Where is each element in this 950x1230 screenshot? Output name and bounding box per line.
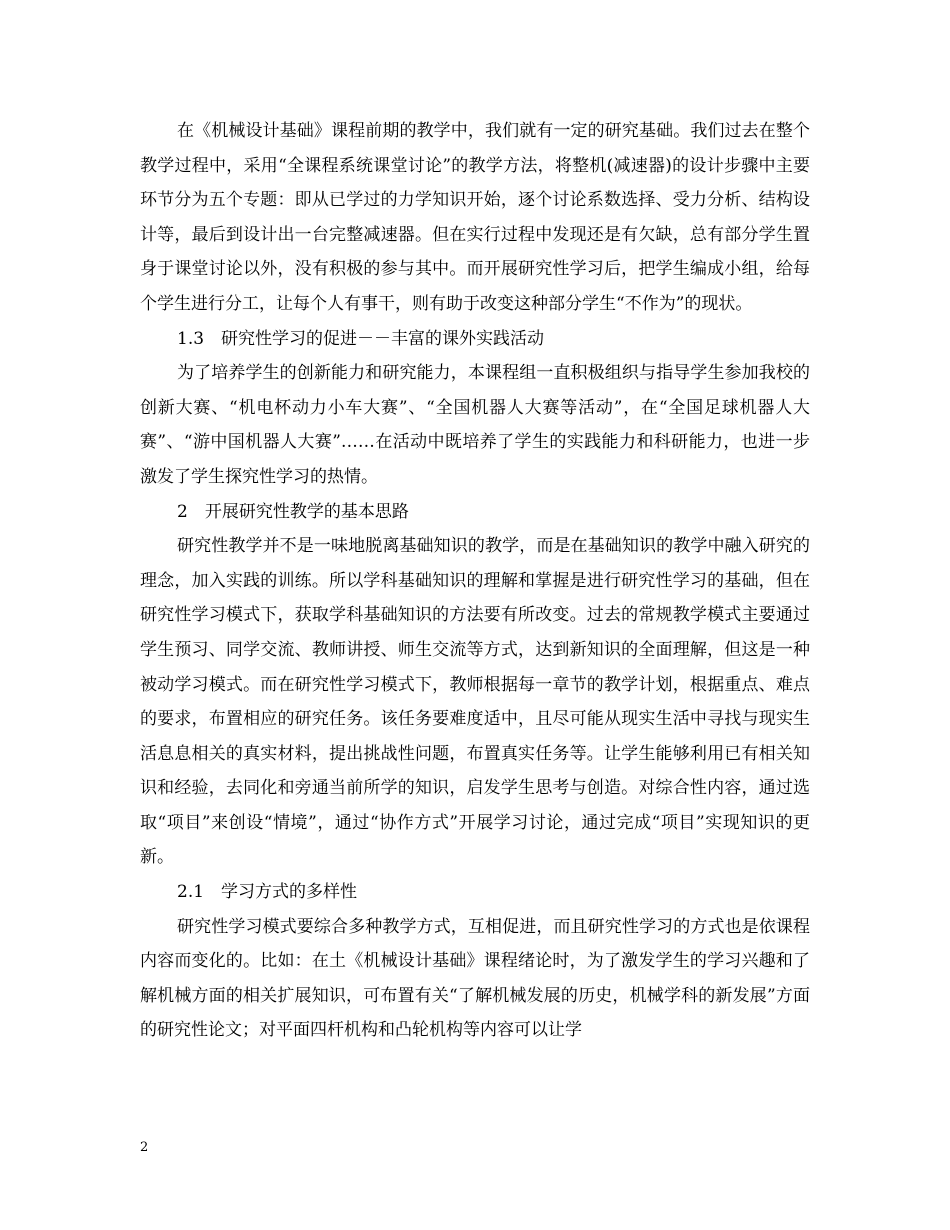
paragraph-intro: 在《机械设计基础》课程前期的教学中，我们就有一定的研究基础。我们过去在整个教学过程中，采用“全课程系统课堂讨论”的教学方法，将整机(减速器)的设计步骤中主要环节分为五个专题：即从已学过的力学知识开始，逐个讨论系数选择、受力分析、结构设计等，最后到设计出一台完整减速器。但在实行过程中发现还是有欠缺，总有部分学生置身于课堂讨论以外，没有积极的参与其中。而开展研究性学习后，把学生编成小组，给每个学生进行分工，让每个人有事干，则有助于改变这种部分学生“不作为”的现状。 <box>140 121 810 314</box>
paragraph-practice-activities: 为了培养学生的创新能力和研究能力，本课程组一直积极组织与指导学生参加我校的创新大赛、“机电杯动力小车大赛”、“全国机器人大赛等活动”，在“全国足球机器人大赛”、“游中国机器人大赛”……在活动中既培养了学生的实践能力和科研能力，也进一步激发了学生探究性学习的热情。 <box>140 363 810 487</box>
document-body <box>140 114 810 1048</box>
paragraph-learning-diversity: 研究性学习模式要综合多种教学方式，互相促进，而且研究性学习的方式也是依课程内容而变化的。比如：在土《机械设计基础》课程绪论时，为了激发学生的学习兴趣和了解机械方面的相关扩展知识，可布置有关“了解机械发展的历史，机械学科的新发展”方面的研究性论文；对平面四杆机构和凸轮机构等内容可以让学 <box>140 916 810 1041</box>
section-heading-2-1: 2.1 学习方式的多样性 <box>177 882 358 903</box>
section-heading-2: 2 开展研究性教学的基本思路 <box>177 501 409 522</box>
section-heading-1-3: 1.3 研究性学习的促进－－丰富的课外实践活动 <box>177 328 545 349</box>
page-number: 2 <box>140 1140 149 1155</box>
paragraph-basic-ideas: 研究性教学并不是一味地脱离基础知识的教学，而是在基础知识的教学中融入研究的理念，加入实践的训练。所以学科基础知识的理解和掌握是进行研究性学习的基础，但在研究性学习模式下，获取学科基础知识的方法要有所改变。过去的常规教学模式主要通过学生预习、同学交流、教师讲授、师生交流等方式，达到新知识的全面理解，但这是一种被动学习模式。而在研究性学习模式下，教师根据每一章节的教学计划，根据重点、难点的要求，布置相应的研究任务。该任务要难度适中，且尽可能从现实生活中寻找与现实生活息息相关的真实材料，提出挑战性问题，布置真实任务等。让学生能够利用已有相关知识和经验，去同化和旁通当前所学的知识，启发学生思考与创造。对综合性内容，通过选取“项目”来创设“情境”，通过“协作方式”开展学习讨论，通过完成“项目”实现知识的更新。 <box>140 536 810 868</box>
